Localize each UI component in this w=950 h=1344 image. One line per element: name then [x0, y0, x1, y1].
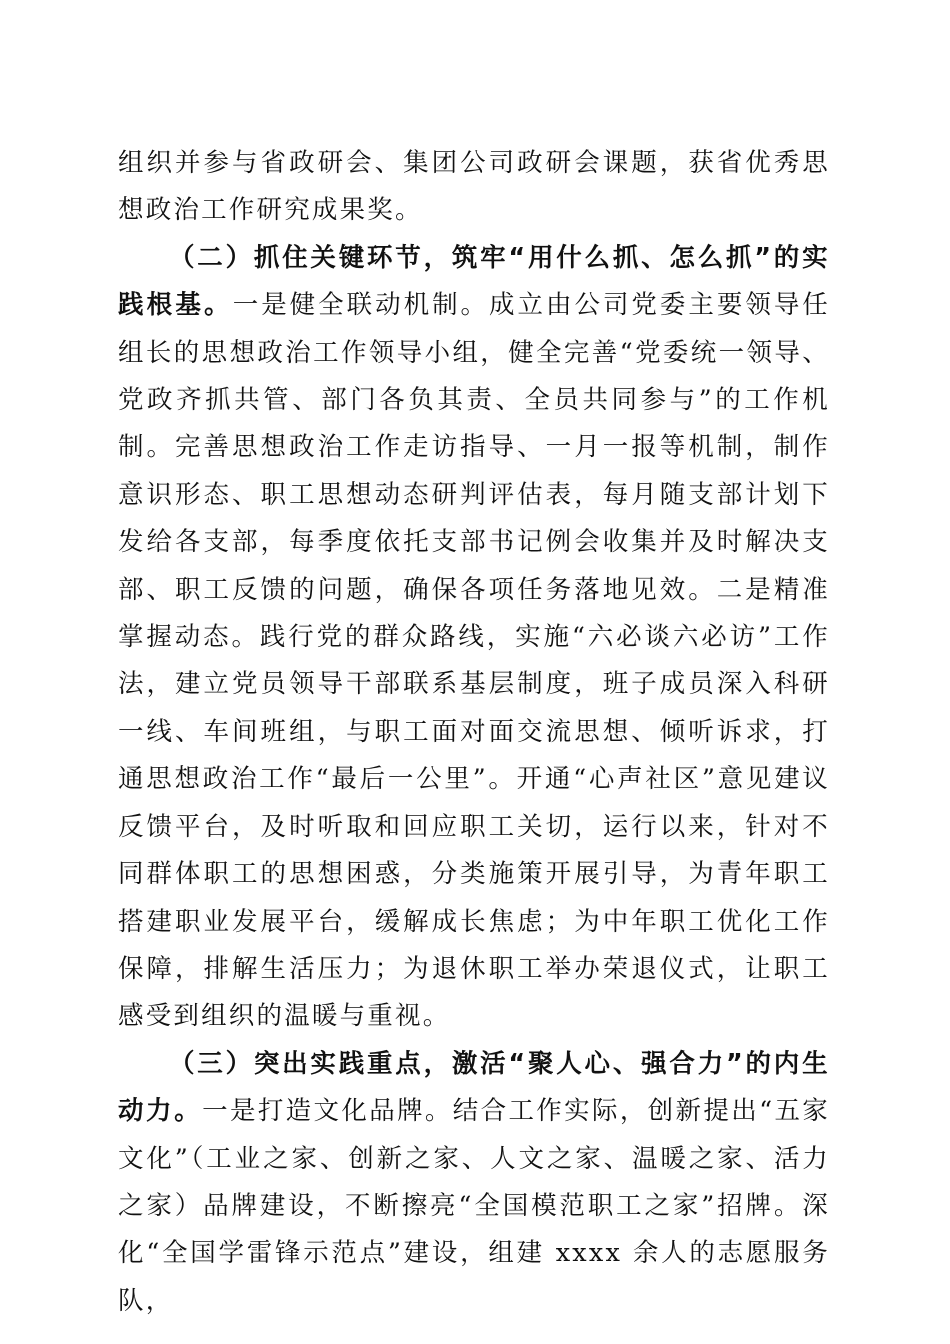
paragraph-body: 一是打造文化品牌。结合工作实际，创新提出“五家文化”（工业之家、创新之家、人文之家、温暖之家、活力之家）品牌建设，不断擦亮“全国模范职工之家”招牌。深化“全国学雷锋示范点”建设，组建 xxxx 余人的志愿服务队， — [118, 1096, 830, 1316]
paragraph-body: 组织并参与省政研会、集团公司政研会课题，获省优秀思想政治工作研究成果奖。 — [118, 148, 830, 226]
section-heading: （三）突出实践重点，激活“聚人心、强合力”的内生动力。 — [118, 1048, 830, 1127]
document-body — [118, 140, 830, 1325]
paragraph-body: 一是健全联动机制。成立由公司党委主要领导任组长的思想政治工作领导小组，健全完善“党委统一领导、党政齐抓共管、部门各负其责、全员共同参与”的工作机制。完善思想政治工作走访指导、一月一报等机制，制作意识形态、职工思想动态研判评估表，每月随支部计划下发给各支部，每季度依托支部书记例会收集并及时解决支部、职工反馈的问题，确保各项任务落地见效。二是精准掌握动态。践行党的群众路线，实施“六必谈六必访”工作法，建立党员领导干部联系基层制度，班子成员深入科研一线、车间班组，与职工面对面交流思想、倾听诉求，打通思想政治工作“最后一公里”。开通“心声社区”意见建议反馈平台，及时听取和回应职工关切，运行以来，针对不同群体职工的思想困惑，分类施策开展引导，为青年职工搭建职业发展平台，缓解成长焦虑；为中年职工优化工作保障，排解生活压力；为退休职工举办荣退仪式，让职工感受到组织的温暖与重视。 — [118, 290, 830, 1032]
paragraph-continuation — [118, 140, 830, 235]
section-heading: （二）抓住关键环节，筑牢“用什么抓、怎么抓”的实践根基。 — [118, 242, 830, 321]
paragraph-section-3 — [118, 1041, 830, 1325]
paragraph-section-2 — [118, 235, 830, 1041]
